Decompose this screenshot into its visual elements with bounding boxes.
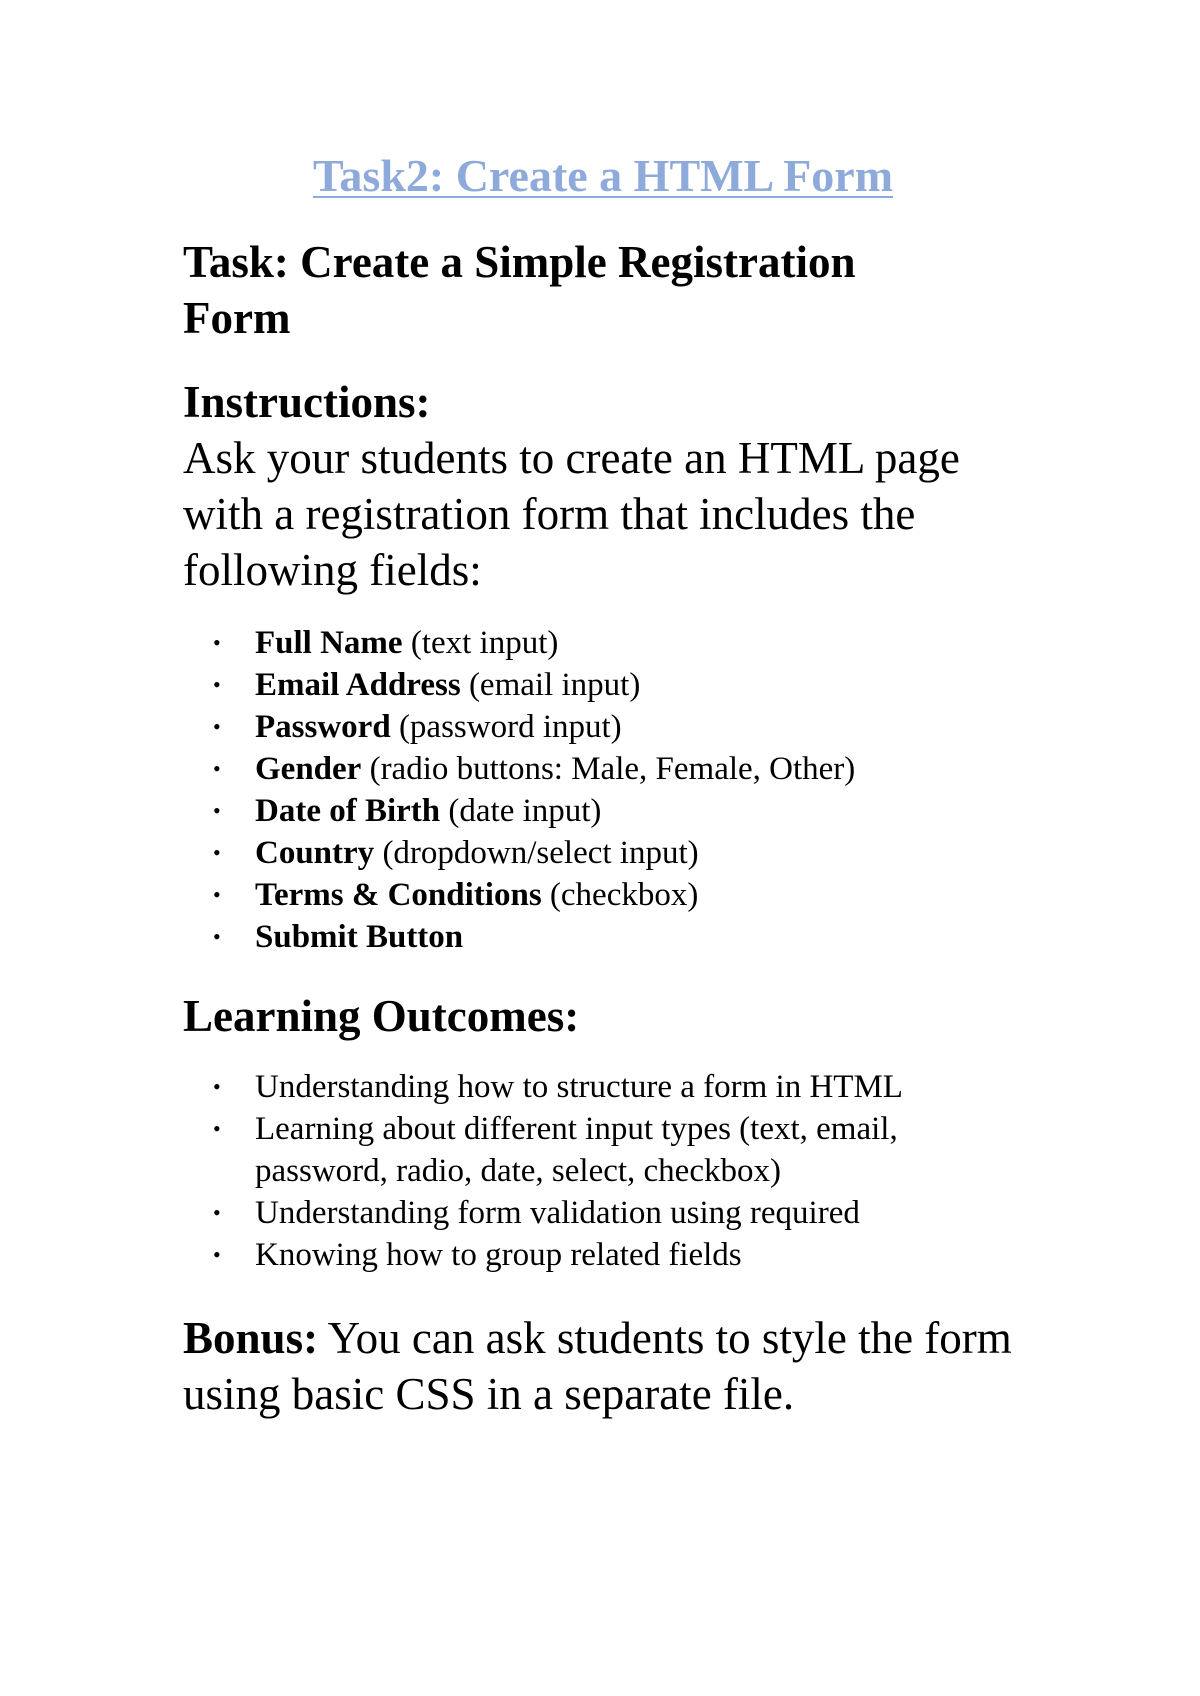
field-detail: (dropdown/select input) [374, 835, 699, 871]
bullet-icon: • [213, 798, 221, 823]
bullet-icon: • [213, 1074, 221, 1099]
list-item [213, 1066, 1015, 1108]
bullet-icon: • [213, 756, 221, 781]
field-name: Full Name [255, 625, 403, 661]
instructions-heading: Instructions: [183, 377, 431, 427]
field-name: Date of Birth [255, 793, 441, 829]
list-item [213, 1234, 1015, 1276]
list-item [213, 748, 1053, 790]
list-item [213, 1108, 1015, 1192]
outcome-text: Understanding form validation using required [255, 1195, 860, 1231]
bullet-icon: • [213, 924, 221, 949]
field-name: Submit Button [255, 919, 464, 955]
list-item [213, 832, 1053, 874]
instructions-body: Ask your students to create an HTML page with a registration form that includes the following fields: [183, 433, 960, 595]
bonus-paragraph [183, 1310, 1043, 1422]
document-title: Task2: Create a HTML Form [312, 150, 894, 201]
field-name: Country [255, 835, 375, 871]
bullet-icon: • [213, 1200, 221, 1225]
list-item [213, 664, 1053, 706]
field-detail: (checkbox) [541, 877, 699, 913]
list-item [213, 916, 1053, 958]
bullet-icon: • [213, 672, 221, 697]
field-name: Email Address [255, 667, 461, 703]
field-name: Gender [255, 751, 362, 787]
outcome-text: Learning about different input types (text, email, password, radio, date, select, checkbox) [255, 1111, 898, 1189]
list-item [213, 622, 1053, 664]
bullet-icon: • [213, 630, 221, 655]
outcomes-list [183, 1066, 1015, 1276]
bullet-icon: • [213, 882, 221, 907]
bonus-label: Bonus: [183, 1313, 319, 1363]
field-detail: (password input) [390, 709, 622, 745]
list-item [213, 706, 1053, 748]
field-name: Password [255, 709, 391, 745]
field-detail: (radio buttons: Male, Female, Other) [361, 751, 856, 787]
fields-list [183, 622, 1053, 958]
bullet-icon: • [213, 1116, 221, 1141]
field-detail: (email input) [460, 667, 641, 703]
field-detail: (date input) [440, 793, 602, 829]
bullet-icon: • [213, 714, 221, 739]
bullet-icon: • [213, 1242, 221, 1267]
document-content [183, 148, 1053, 1422]
bonus-text: You can ask students to style the form using basic CSS in a separate file. [183, 1313, 1012, 1419]
field-name: Terms & Conditions [255, 877, 542, 913]
task-heading: Task: Create a Simple Registration Form [183, 237, 856, 343]
list-item [213, 874, 1053, 916]
learning-outcomes-heading: Learning Outcomes: [183, 991, 580, 1041]
list-item [213, 1192, 1015, 1234]
outcome-text: Understanding how to structure a form in HTML [255, 1069, 903, 1105]
field-detail: (text input) [402, 625, 559, 661]
list-item [213, 790, 1053, 832]
outcome-text: Knowing how to group related fields [255, 1237, 742, 1273]
bullet-icon: • [213, 840, 221, 865]
